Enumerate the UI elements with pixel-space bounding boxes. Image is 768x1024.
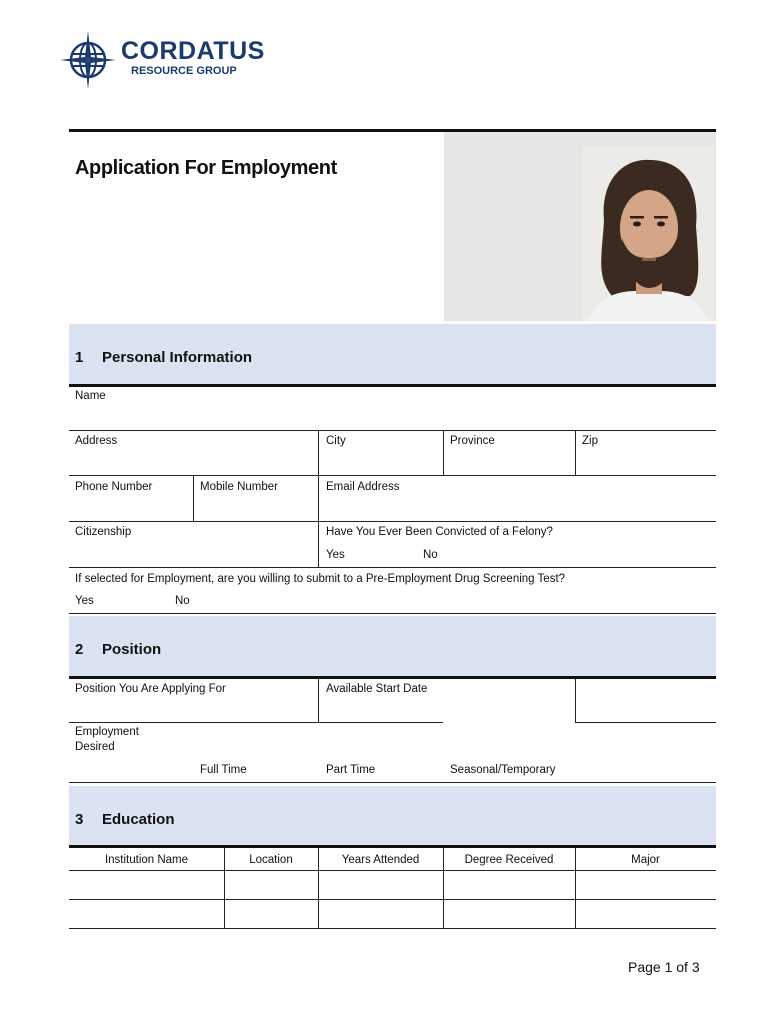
address-label: Address xyxy=(75,435,118,447)
education-col-years: Years Attended xyxy=(341,854,420,866)
applicant-photo xyxy=(582,146,714,321)
logo-company-sub: RESOURCE GROUP xyxy=(131,65,237,77)
felony-no-option[interactable]: No xyxy=(423,549,438,561)
drug-no-option[interactable]: No xyxy=(175,595,190,607)
felony-yes-option[interactable]: Yes xyxy=(326,549,345,561)
citizenship-label: Citizenship xyxy=(75,526,132,538)
cell-divider xyxy=(318,522,319,567)
globe-compass-icon xyxy=(60,31,116,89)
drug-screening-question: If selected for Employment, are you willing to submit to a Pre-Employment Drug Screening Test? xyxy=(75,573,566,585)
row-divider xyxy=(69,613,716,614)
row-divider xyxy=(69,782,716,783)
citizenship-field[interactable] xyxy=(69,522,318,567)
company-logo xyxy=(60,30,265,92)
education-col-degree: Degree Received xyxy=(464,854,554,866)
section-number: 3 xyxy=(75,811,84,828)
felony-question: Have You Ever Been Convicted of a Felony? xyxy=(326,526,553,538)
drug-yes-option[interactable]: Yes xyxy=(75,595,94,607)
page-number: Page 1 of 3 xyxy=(628,959,700,975)
full-time-option[interactable]: Full Time xyxy=(200,764,247,776)
section-rule xyxy=(69,845,716,848)
start-date-field[interactable] xyxy=(319,679,443,722)
position-extra-field[interactable] xyxy=(576,679,716,722)
seasonal-option[interactable]: Seasonal/Temporary xyxy=(450,764,556,776)
education-col-location: Location xyxy=(249,854,293,866)
name-label: Name xyxy=(75,390,106,402)
section-number: 2 xyxy=(75,641,84,658)
start-date-label: Available Start Date xyxy=(326,683,428,695)
phone-field[interactable] xyxy=(69,476,193,521)
row-divider xyxy=(69,928,716,929)
name-field[interactable] xyxy=(69,387,716,430)
section-header-position xyxy=(69,616,716,677)
row-divider xyxy=(69,722,443,723)
education-col-institution: Institution Name xyxy=(104,854,189,866)
phone-label: Phone Number xyxy=(75,481,153,493)
position-applying-field[interactable] xyxy=(69,679,318,722)
city-field[interactable] xyxy=(319,431,443,475)
province-field[interactable] xyxy=(444,431,575,475)
section-number: 1 xyxy=(75,349,84,366)
employment-desired-label-line2: Desired xyxy=(75,741,115,753)
row-divider xyxy=(575,722,716,723)
city-label: City xyxy=(326,435,346,447)
province-label: Province xyxy=(450,435,495,447)
position-applying-label: Position You Are Applying For xyxy=(75,683,226,695)
education-row[interactable] xyxy=(69,900,716,928)
zip-label: Zip xyxy=(582,435,598,447)
email-label: Email Address xyxy=(326,481,400,493)
mobile-field[interactable] xyxy=(194,476,318,521)
section-title: Education xyxy=(102,811,175,828)
education-row[interactable] xyxy=(69,871,716,899)
person-photo-icon xyxy=(582,146,714,321)
email-field[interactable] xyxy=(319,476,716,521)
section-title: Position xyxy=(102,641,162,658)
section-title: Personal Information xyxy=(102,349,253,366)
employment-desired-label-line1: Employment xyxy=(75,726,139,738)
page-title: Application For Employment xyxy=(75,157,337,179)
education-col-major: Major xyxy=(631,854,660,866)
mobile-label: Mobile Number xyxy=(200,481,278,493)
part-time-option[interactable]: Part Time xyxy=(326,764,376,776)
zip-field[interactable] xyxy=(576,431,716,475)
row-divider xyxy=(69,567,716,568)
logo-company-name: CORDATUS xyxy=(121,37,265,65)
address-field[interactable] xyxy=(69,431,318,475)
